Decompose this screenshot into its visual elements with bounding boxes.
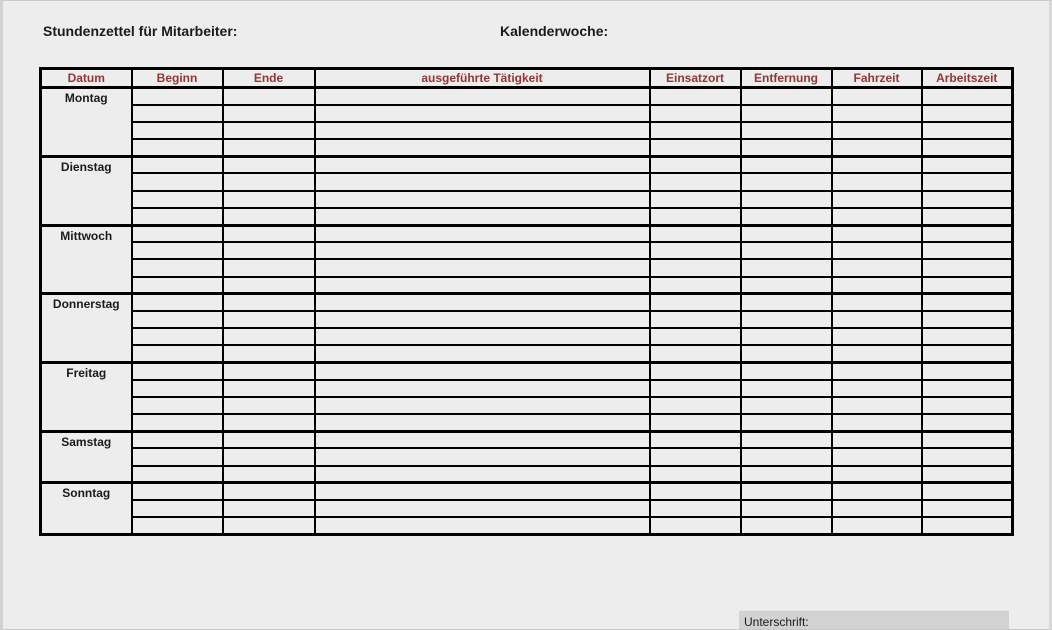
input-cell-sonntag-r3-ausgef-hrte-t-tigkeit[interactable]	[315, 517, 650, 534]
timesheet-table	[39, 67, 1014, 536]
input-cell-freitag-r2-einsatzort[interactable]	[650, 380, 741, 397]
input-cell-montag-r2-beginn[interactable]	[132, 105, 223, 122]
input-cell-donnerstag-r4-einsatzort[interactable]	[650, 345, 741, 362]
input-cell-dienstag-r3-fahrzeit[interactable]	[832, 191, 922, 208]
input-cell-donnerstag-r4-beginn[interactable]	[132, 345, 223, 362]
input-cell-donnerstag-r1-ausgef-hrte-t-tigkeit[interactable]	[315, 294, 650, 311]
table-row	[41, 328, 1013, 345]
input-cell-montag-r2-fahrzeit[interactable]	[832, 105, 922, 122]
table-row	[41, 208, 1013, 225]
input-cell-dienstag-r1-arbeitszeit[interactable]	[922, 156, 1013, 173]
column-header-datum: Datum	[41, 69, 132, 88]
input-cell-montag-r4-arbeitszeit[interactable]	[922, 139, 1013, 156]
input-cell-donnerstag-r3-ausgef-hrte-t-tigkeit[interactable]	[315, 328, 650, 345]
input-cell-freitag-r1-ende[interactable]	[223, 363, 315, 380]
input-cell-dienstag-r2-beginn[interactable]	[132, 173, 223, 190]
input-cell-donnerstag-r4-fahrzeit[interactable]	[832, 345, 922, 362]
input-cell-samstag-r1-beginn[interactable]	[132, 431, 223, 448]
table-row	[41, 259, 1013, 276]
table-row	[41, 173, 1013, 190]
input-cell-samstag-r3-arbeitszeit[interactable]	[922, 466, 1013, 483]
table-row	[41, 517, 1013, 534]
input-cell-donnerstag-r4-ende[interactable]	[223, 345, 315, 362]
input-cell-freitag-r4-arbeitszeit[interactable]	[922, 414, 1013, 431]
input-cell-samstag-r2-fahrzeit[interactable]	[832, 448, 922, 465]
input-cell-dienstag-r2-arbeitszeit[interactable]	[922, 173, 1013, 190]
input-cell-sonntag-r2-ende[interactable]	[223, 500, 315, 517]
table-row	[41, 105, 1013, 122]
input-cell-dienstag-r1-fahrzeit[interactable]	[832, 156, 922, 173]
header-row	[41, 69, 1013, 88]
input-cell-donnerstag-r3-entfernung[interactable]	[741, 328, 832, 345]
table-row	[41, 311, 1013, 328]
input-cell-mittwoch-r1-ende[interactable]	[223, 225, 315, 242]
input-cell-sonntag-r1-entfernung[interactable]	[741, 483, 832, 500]
input-cell-freitag-r3-ausgef-hrte-t-tigkeit[interactable]	[315, 397, 650, 414]
input-cell-donnerstag-r3-fahrzeit[interactable]	[832, 328, 922, 345]
input-cell-dienstag-r4-arbeitszeit[interactable]	[922, 208, 1013, 225]
input-cell-mittwoch-r4-einsatzort[interactable]	[650, 277, 741, 294]
input-cell-donnerstag-r2-entfernung[interactable]	[741, 311, 832, 328]
input-cell-samstag-r1-arbeitszeit[interactable]	[922, 431, 1013, 448]
page-title: Stundenzettel für Mitarbeiter:	[43, 23, 238, 39]
table-row	[41, 345, 1013, 362]
input-cell-donnerstag-r3-arbeitszeit[interactable]	[922, 328, 1013, 345]
input-cell-samstag-r1-ende[interactable]	[223, 431, 315, 448]
input-cell-dienstag-r4-einsatzort[interactable]	[650, 208, 741, 225]
input-cell-samstag-r2-entfernung[interactable]	[741, 448, 832, 465]
input-cell-dienstag-r3-einsatzort[interactable]	[650, 191, 741, 208]
input-cell-sonntag-r2-fahrzeit[interactable]	[832, 500, 922, 517]
table-row	[41, 431, 1013, 448]
input-cell-donnerstag-r2-ende[interactable]	[223, 311, 315, 328]
signature-field[interactable]	[739, 610, 1009, 630]
signature-label: Unterschrift:	[744, 615, 809, 629]
input-cell-mittwoch-r2-entfernung[interactable]	[741, 242, 832, 259]
input-cell-donnerstag-r2-arbeitszeit[interactable]	[922, 311, 1013, 328]
input-cell-sonntag-r2-entfernung[interactable]	[741, 500, 832, 517]
input-cell-donnerstag-r1-arbeitszeit[interactable]	[922, 294, 1013, 311]
day-label-montag: Montag	[41, 88, 132, 157]
column-header-ausgef-hrte-t-tigkeit: ausgeführte Tätigkeit	[315, 69, 650, 88]
input-cell-sonntag-r3-fahrzeit[interactable]	[832, 517, 922, 534]
input-cell-dienstag-r2-einsatzort[interactable]	[650, 173, 741, 190]
input-cell-samstag-r1-einsatzort[interactable]	[650, 431, 741, 448]
input-cell-samstag-r3-entfernung[interactable]	[741, 466, 832, 483]
input-cell-dienstag-r1-ausgef-hrte-t-tigkeit[interactable]	[315, 156, 650, 173]
input-cell-dienstag-r3-beginn[interactable]	[132, 191, 223, 208]
table-row	[41, 397, 1013, 414]
input-cell-dienstag-r3-arbeitszeit[interactable]	[922, 191, 1013, 208]
input-cell-dienstag-r4-beginn[interactable]	[132, 208, 223, 225]
table-row	[41, 191, 1013, 208]
table-row	[41, 363, 1013, 380]
input-cell-mittwoch-r2-beginn[interactable]	[132, 242, 223, 259]
input-cell-sonntag-r1-fahrzeit[interactable]	[832, 483, 922, 500]
input-cell-dienstag-r3-entfernung[interactable]	[741, 191, 832, 208]
input-cell-sonntag-r1-ausgef-hrte-t-tigkeit[interactable]	[315, 483, 650, 500]
input-cell-montag-r3-einsatzort[interactable]	[650, 122, 741, 139]
table-row	[41, 380, 1013, 397]
input-cell-mittwoch-r4-ende[interactable]	[223, 277, 315, 294]
input-cell-mittwoch-r1-entfernung[interactable]	[741, 225, 832, 242]
input-cell-dienstag-r2-entfernung[interactable]	[741, 173, 832, 190]
table-body	[41, 88, 1013, 535]
input-cell-montag-r1-ende[interactable]	[223, 88, 315, 105]
input-cell-mittwoch-r4-fahrzeit[interactable]	[832, 277, 922, 294]
input-cell-freitag-r2-ende[interactable]	[223, 380, 315, 397]
table-row	[41, 156, 1013, 173]
input-cell-donnerstag-r1-beginn[interactable]	[132, 294, 223, 311]
column-header-beginn: Beginn	[132, 69, 223, 88]
table-row	[41, 500, 1013, 517]
input-cell-mittwoch-r2-ausgef-hrte-t-tigkeit[interactable]	[315, 242, 650, 259]
table-row	[41, 448, 1013, 465]
input-cell-montag-r4-ende[interactable]	[223, 139, 315, 156]
input-cell-donnerstag-r3-beginn[interactable]	[132, 328, 223, 345]
input-cell-sonntag-r3-entfernung[interactable]	[741, 517, 832, 534]
input-cell-samstag-r1-ausgef-hrte-t-tigkeit[interactable]	[315, 431, 650, 448]
input-cell-freitag-r3-entfernung[interactable]	[741, 397, 832, 414]
input-cell-donnerstag-r3-einsatzort[interactable]	[650, 328, 741, 345]
table-row	[41, 122, 1013, 139]
input-cell-freitag-r4-beginn[interactable]	[132, 414, 223, 431]
day-label-freitag: Freitag	[41, 363, 132, 432]
input-cell-sonntag-r2-ausgef-hrte-t-tigkeit[interactable]	[315, 500, 650, 517]
input-cell-freitag-r1-fahrzeit[interactable]	[832, 363, 922, 380]
input-cell-montag-r1-arbeitszeit[interactable]	[922, 88, 1013, 105]
input-cell-mittwoch-r2-einsatzort[interactable]	[650, 242, 741, 259]
input-cell-sonntag-r2-arbeitszeit[interactable]	[922, 500, 1013, 517]
input-cell-sonntag-r3-ende[interactable]	[223, 517, 315, 534]
input-cell-montag-r1-fahrzeit[interactable]	[832, 88, 922, 105]
input-cell-freitag-r3-fahrzeit[interactable]	[832, 397, 922, 414]
input-cell-samstag-r2-beginn[interactable]	[132, 448, 223, 465]
input-cell-freitag-r2-arbeitszeit[interactable]	[922, 380, 1013, 397]
column-header-entfernung: Entfernung	[741, 69, 832, 88]
input-cell-montag-r3-ausgef-hrte-t-tigkeit[interactable]	[315, 122, 650, 139]
input-cell-montag-r2-arbeitszeit[interactable]	[922, 105, 1013, 122]
input-cell-samstag-r1-entfernung[interactable]	[741, 431, 832, 448]
input-cell-freitag-r4-entfernung[interactable]	[741, 414, 832, 431]
input-cell-samstag-r2-arbeitszeit[interactable]	[922, 448, 1013, 465]
input-cell-mittwoch-r4-ausgef-hrte-t-tigkeit[interactable]	[315, 277, 650, 294]
input-cell-donnerstag-r4-ausgef-hrte-t-tigkeit[interactable]	[315, 345, 650, 362]
input-cell-samstag-r3-beginn[interactable]	[132, 466, 223, 483]
table-row	[41, 242, 1013, 259]
input-cell-dienstag-r3-ende[interactable]	[223, 191, 315, 208]
input-cell-montag-r2-ende[interactable]	[223, 105, 315, 122]
input-cell-sonntag-r1-ende[interactable]	[223, 483, 315, 500]
input-cell-freitag-r4-ausgef-hrte-t-tigkeit[interactable]	[315, 414, 650, 431]
input-cell-mittwoch-r2-ende[interactable]	[223, 242, 315, 259]
input-cell-samstag-r3-ausgef-hrte-t-tigkeit[interactable]	[315, 466, 650, 483]
input-cell-freitag-r3-arbeitszeit[interactable]	[922, 397, 1013, 414]
table-row	[41, 88, 1013, 105]
input-cell-donnerstag-r2-ausgef-hrte-t-tigkeit[interactable]	[315, 311, 650, 328]
table-row	[41, 294, 1013, 311]
input-cell-mittwoch-r3-ende[interactable]	[223, 259, 315, 276]
input-cell-freitag-r1-arbeitszeit[interactable]	[922, 363, 1013, 380]
input-cell-montag-r1-entfernung[interactable]	[741, 88, 832, 105]
input-cell-dienstag-r1-ende[interactable]	[223, 156, 315, 173]
input-cell-mittwoch-r4-beginn[interactable]	[132, 277, 223, 294]
input-cell-sonntag-r2-einsatzort[interactable]	[650, 500, 741, 517]
input-cell-freitag-r3-ende[interactable]	[223, 397, 315, 414]
input-cell-montag-r3-fahrzeit[interactable]	[832, 122, 922, 139]
input-cell-samstag-r3-einsatzort[interactable]	[650, 466, 741, 483]
input-cell-sonntag-r3-arbeitszeit[interactable]	[922, 517, 1013, 534]
input-cell-samstag-r3-fahrzeit[interactable]	[832, 466, 922, 483]
column-header-ende: Ende	[223, 69, 315, 88]
input-cell-montag-r3-entfernung[interactable]	[741, 122, 832, 139]
input-cell-mittwoch-r3-entfernung[interactable]	[741, 259, 832, 276]
input-cell-mittwoch-r1-fahrzeit[interactable]	[832, 225, 922, 242]
input-cell-dienstag-r1-beginn[interactable]	[132, 156, 223, 173]
day-label-mittwoch: Mittwoch	[41, 225, 132, 294]
input-cell-donnerstag-r2-beginn[interactable]	[132, 311, 223, 328]
input-cell-montag-r1-ausgef-hrte-t-tigkeit[interactable]	[315, 88, 650, 105]
input-cell-mittwoch-r3-arbeitszeit[interactable]	[922, 259, 1013, 276]
input-cell-freitag-r1-beginn[interactable]	[132, 363, 223, 380]
input-cell-donnerstag-r1-ende[interactable]	[223, 294, 315, 311]
input-cell-montag-r3-beginn[interactable]	[132, 122, 223, 139]
day-label-sonntag: Sonntag	[41, 483, 132, 535]
table-row	[41, 277, 1013, 294]
input-cell-sonntag-r3-beginn[interactable]	[132, 517, 223, 534]
input-cell-donnerstag-r1-entfernung[interactable]	[741, 294, 832, 311]
input-cell-donnerstag-r1-einsatzort[interactable]	[650, 294, 741, 311]
input-cell-dienstag-r4-ende[interactable]	[223, 208, 315, 225]
column-header-fahrzeit: Fahrzeit	[832, 69, 922, 88]
input-cell-donnerstag-r2-einsatzort[interactable]	[650, 311, 741, 328]
input-cell-mittwoch-r1-einsatzort[interactable]	[650, 225, 741, 242]
input-cell-samstag-r1-fahrzeit[interactable]	[832, 431, 922, 448]
day-label-donnerstag: Donnerstag	[41, 294, 132, 363]
input-cell-dienstag-r3-ausgef-hrte-t-tigkeit[interactable]	[315, 191, 650, 208]
input-cell-mittwoch-r1-arbeitszeit[interactable]	[922, 225, 1013, 242]
input-cell-freitag-r3-beginn[interactable]	[132, 397, 223, 414]
input-cell-sonntag-r1-beginn[interactable]	[132, 483, 223, 500]
input-cell-montag-r4-einsatzort[interactable]	[650, 139, 741, 156]
input-cell-dienstag-r2-ende[interactable]	[223, 173, 315, 190]
input-cell-mittwoch-r3-ausgef-hrte-t-tigkeit[interactable]	[315, 259, 650, 276]
input-cell-mittwoch-r3-beginn[interactable]	[132, 259, 223, 276]
input-cell-samstag-r3-ende[interactable]	[223, 466, 315, 483]
input-cell-freitag-r2-entfernung[interactable]	[741, 380, 832, 397]
table-row	[41, 466, 1013, 483]
input-cell-freitag-r1-entfernung[interactable]	[741, 363, 832, 380]
input-cell-donnerstag-r4-arbeitszeit[interactable]	[922, 345, 1013, 362]
input-cell-sonntag-r1-arbeitszeit[interactable]	[922, 483, 1013, 500]
input-cell-dienstag-r4-ausgef-hrte-t-tigkeit[interactable]	[315, 208, 650, 225]
input-cell-dienstag-r2-fahrzeit[interactable]	[832, 173, 922, 190]
input-cell-mittwoch-r4-arbeitszeit[interactable]	[922, 277, 1013, 294]
input-cell-freitag-r3-einsatzort[interactable]	[650, 397, 741, 414]
input-cell-mittwoch-r4-entfernung[interactable]	[741, 277, 832, 294]
day-label-samstag: Samstag	[41, 431, 132, 483]
input-cell-mittwoch-r3-fahrzeit[interactable]	[832, 259, 922, 276]
calendar-week-label: Kalenderwoche:	[500, 23, 609, 39]
input-cell-freitag-r1-einsatzort[interactable]	[650, 363, 741, 380]
input-cell-freitag-r2-fahrzeit[interactable]	[832, 380, 922, 397]
input-cell-donnerstag-r4-entfernung[interactable]	[741, 345, 832, 362]
input-cell-mittwoch-r1-beginn[interactable]	[132, 225, 223, 242]
input-cell-donnerstag-r3-ende[interactable]	[223, 328, 315, 345]
input-cell-mittwoch-r2-arbeitszeit[interactable]	[922, 242, 1013, 259]
input-cell-montag-r2-einsatzort[interactable]	[650, 105, 741, 122]
input-cell-freitag-r1-ausgef-hrte-t-tigkeit[interactable]	[315, 363, 650, 380]
input-cell-montag-r4-fahrzeit[interactable]	[832, 139, 922, 156]
input-cell-dienstag-r1-entfernung[interactable]	[741, 156, 832, 173]
input-cell-donnerstag-r1-fahrzeit[interactable]	[832, 294, 922, 311]
input-cell-montag-r1-beginn[interactable]	[132, 88, 223, 105]
day-label-dienstag: Dienstag	[41, 156, 132, 225]
input-cell-montag-r3-arbeitszeit[interactable]	[922, 122, 1013, 139]
input-cell-montag-r4-beginn[interactable]	[132, 139, 223, 156]
input-cell-sonntag-r1-einsatzort[interactable]	[650, 483, 741, 500]
input-cell-montag-r2-ausgef-hrte-t-tigkeit[interactable]	[315, 105, 650, 122]
input-cell-samstag-r2-einsatzort[interactable]	[650, 448, 741, 465]
input-cell-mittwoch-r3-einsatzort[interactable]	[650, 259, 741, 276]
table-row	[41, 225, 1013, 242]
table-row	[41, 414, 1013, 431]
input-cell-freitag-r2-beginn[interactable]	[132, 380, 223, 397]
column-header-einsatzort: Einsatzort	[650, 69, 741, 88]
input-cell-montag-r4-ausgef-hrte-t-tigkeit[interactable]	[315, 139, 650, 156]
input-cell-dienstag-r4-fahrzeit[interactable]	[832, 208, 922, 225]
input-cell-mittwoch-r1-ausgef-hrte-t-tigkeit[interactable]	[315, 225, 650, 242]
input-cell-samstag-r2-ende[interactable]	[223, 448, 315, 465]
input-cell-dienstag-r4-entfernung[interactable]	[741, 208, 832, 225]
input-cell-freitag-r4-ende[interactable]	[223, 414, 315, 431]
input-cell-sonntag-r3-einsatzort[interactable]	[650, 517, 741, 534]
input-cell-montag-r2-entfernung[interactable]	[741, 105, 832, 122]
table-row	[41, 483, 1013, 500]
column-header-arbeitszeit: Arbeitszeit	[922, 69, 1013, 88]
input-cell-mittwoch-r2-fahrzeit[interactable]	[832, 242, 922, 259]
input-cell-samstag-r2-ausgef-hrte-t-tigkeit[interactable]	[315, 448, 650, 465]
input-cell-dienstag-r2-ausgef-hrte-t-tigkeit[interactable]	[315, 173, 650, 190]
input-cell-dienstag-r1-einsatzort[interactable]	[650, 156, 741, 173]
input-cell-donnerstag-r2-fahrzeit[interactable]	[832, 311, 922, 328]
input-cell-sonntag-r2-beginn[interactable]	[132, 500, 223, 517]
input-cell-montag-r4-entfernung[interactable]	[741, 139, 832, 156]
input-cell-montag-r3-ende[interactable]	[223, 122, 315, 139]
input-cell-freitag-r4-fahrzeit[interactable]	[832, 414, 922, 431]
input-cell-montag-r1-einsatzort[interactable]	[650, 88, 741, 105]
table-row	[41, 139, 1013, 156]
input-cell-freitag-r2-ausgef-hrte-t-tigkeit[interactable]	[315, 380, 650, 397]
input-cell-freitag-r4-einsatzort[interactable]	[650, 414, 741, 431]
